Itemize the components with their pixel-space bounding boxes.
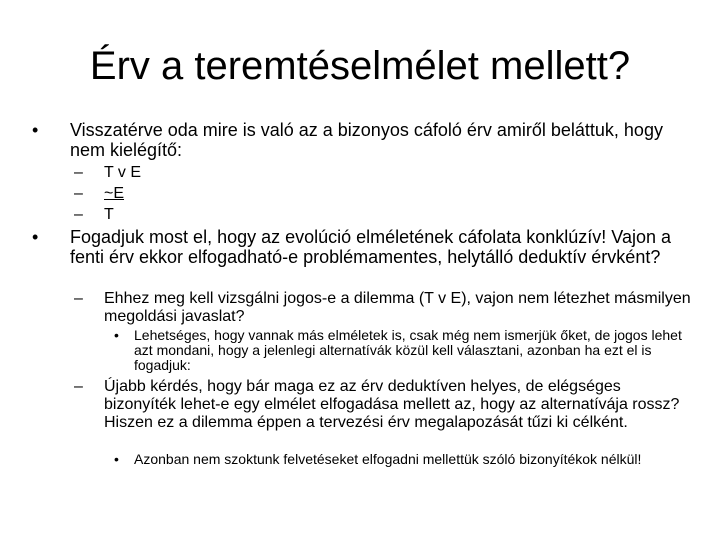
sub-item-1-text: Ehhez meg kell vizsgálni jogos-e a dilemma (T v E), vajon nem létezhet másmilyen megoldási javaslat? (104, 290, 691, 325)
dash-marker: – (74, 206, 83, 223)
slide-title: Érv a teremtéselmélet mellett? (89, 44, 631, 88)
bullet-2 (32, 227, 692, 267)
bullet-marker: • (32, 227, 39, 247)
sub-item-premise-1 (74, 164, 694, 182)
bullet-marker: • (32, 120, 39, 140)
sub-item-conclusion (74, 206, 694, 224)
sub-sub-item-1 (114, 328, 694, 373)
conclusion-text: T (104, 206, 114, 223)
bullet-2-text: Fogadjuk most el, hogy az evolúció elméletének cáfolata konklúzív! Vajon a fenti érv ekkor elfogadható-e problémamentes, helytálló deduktív érvként? (70, 227, 672, 267)
dash-marker: – (74, 378, 83, 395)
sub-sub-item-2 (114, 452, 694, 467)
dash-marker: – (74, 290, 83, 307)
dash-marker: – (74, 185, 83, 202)
sub-item-premise-2 (74, 185, 694, 203)
premise-1-text: T v E (104, 164, 142, 181)
sub-item-2-text: Újabb kérdés, hogy bár maga ez az érv deduktíven helyes, de elégséges bizonyíték lehet-e egy elmélet elfogadása mellett az, hogy az alternatívája rossz? Hiszen ez a dilemma éppen a tervezési érv megalapozását tűzi ki célként. (104, 378, 680, 431)
bullet-marker: • (114, 327, 119, 343)
sub-sub-item-1-text: Lehetséges, hogy vannak más elméletek is, csak még nem ismerjük őket, de jogos lehet azt mondani, hogy a jelenlegi alternatívák közül kell választani, azonban ha ezt el is fogadjuk: (134, 327, 682, 373)
dash-marker: – (74, 164, 83, 181)
sub-item-1 (74, 290, 694, 326)
bullet-1-text: Visszatérve oda mire is való az a bizonyos cáfoló érv amiről beláttuk, hogy nem kielégítő: (70, 120, 663, 160)
bullet-1 (32, 120, 692, 160)
premise-2-text: ~E (104, 185, 125, 202)
sub-item-2 (74, 378, 694, 432)
bullet-marker: • (114, 451, 119, 467)
sub-sub-item-2-text: Azonban nem szoktunk felvetéseket elfogadni mellettük szóló bizonyítékok nélkül! (134, 451, 642, 467)
